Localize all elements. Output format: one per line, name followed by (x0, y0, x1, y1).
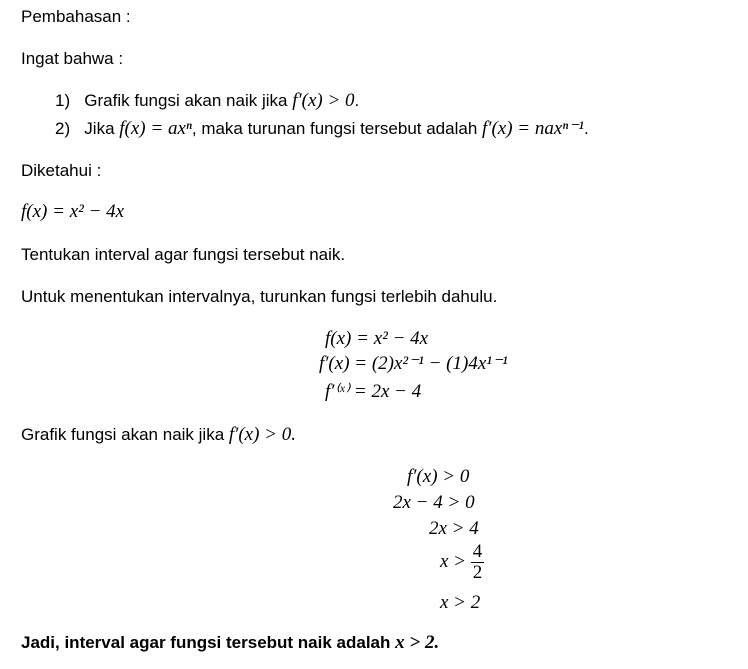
condition-text: Grafik fungsi akan naik jika (21, 425, 229, 444)
rule-2-math: f(x) = axⁿ (119, 118, 192, 139)
inequality-line-4-left: x > (440, 550, 467, 572)
conclusion-text: Jadi, interval agar fungsi tersebut naik adalah (21, 633, 396, 652)
rule-2-text-mid: , maka turunan fungsi tersebut adalah (191, 119, 483, 138)
task-statement: Tentukan interval agar fungsi tersebut naik. (21, 245, 346, 264)
condition (21, 424, 296, 446)
inequality-line-2: 2x − 4 > 0 (393, 492, 475, 513)
step-intro: Untuk menentukan intervalnya, turunkan fungsi terlebih dahulu. (21, 287, 498, 306)
inequality-line-1: f′(x) > 0 (407, 466, 470, 487)
fraction-denominator: 2 (472, 562, 483, 583)
derivation-line-1: f(x) = x² − 4x (325, 328, 429, 349)
fraction-numerator: 4 (472, 541, 483, 562)
rule-1 (55, 90, 359, 112)
heading: Pembahasan : (21, 7, 131, 26)
inequality-line-4 (440, 542, 484, 583)
given-function: f(x) = x² − 4x (21, 201, 125, 222)
rule-2-number: 2) (55, 119, 71, 138)
remember-label: Ingat bahwa : (21, 49, 124, 68)
rule-1-end: . (354, 91, 360, 110)
known-label: Diketahui : (21, 161, 102, 180)
derivation-line-3: f′⁽ˣ⁾ = 2x − 4 (325, 381, 422, 402)
inequality-line-3: 2x > 4 (429, 518, 479, 539)
rule-2-end: . (584, 119, 589, 138)
fraction (471, 542, 485, 583)
rule-2 (55, 118, 589, 140)
rule-2-text: Jika (84, 119, 120, 138)
rule-1-number: 1) (55, 91, 71, 110)
inequality-line-5: x > 2 (440, 592, 481, 613)
rule-2-math-derivative: f′(x) = naxⁿ⁻¹ (482, 118, 585, 139)
derivation-line-2: f′(x) = (2)x²⁻¹ − (1)4x¹⁻¹ (319, 353, 508, 374)
conclusion (21, 632, 439, 654)
rule-1-math: f′(x) > 0 (292, 90, 355, 111)
rule-1-text: Grafik fungsi akan naik jika (84, 91, 293, 110)
conclusion-math: x > 2. (395, 632, 440, 653)
condition-math: f′(x) > 0. (228, 424, 296, 445)
